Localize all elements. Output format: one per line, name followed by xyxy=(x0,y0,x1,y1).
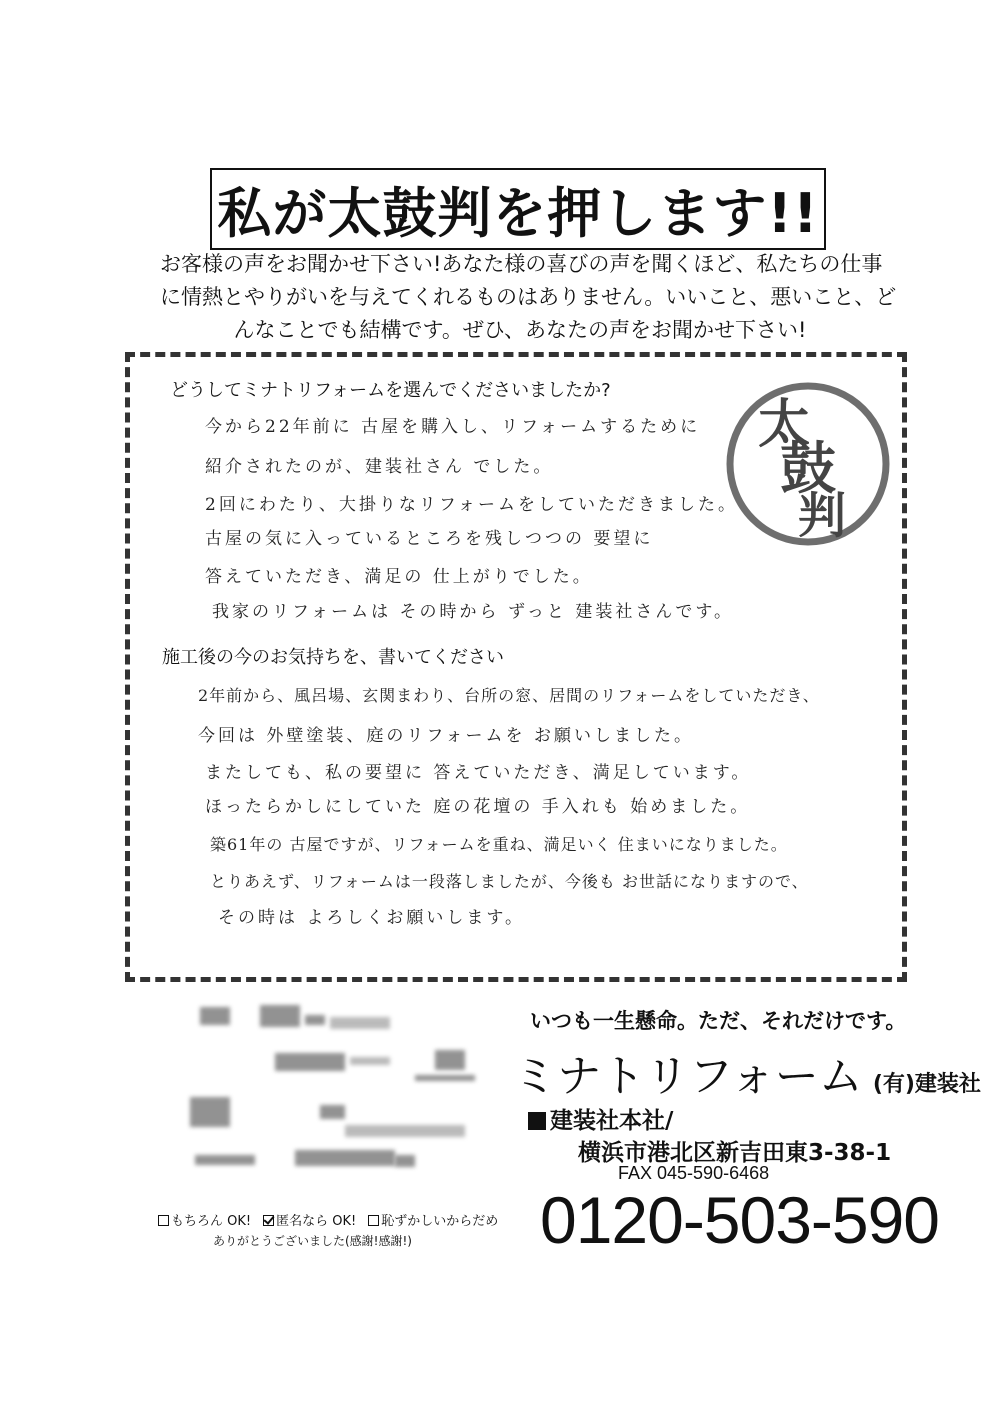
company-motto: いつも一生懸命。ただ、それだけです。 xyxy=(530,1009,907,1033)
consent-option[interactable]: 恥ずかしいからだめ xyxy=(368,1210,498,1229)
phone-number: 0120-503-590 xyxy=(540,1183,940,1257)
hq-address: 横浜市港北区新吉田東3-38-1 xyxy=(578,1140,892,1166)
answer-2-line: ほったらかしにしていた 庭の花壇の 手入れも 始めました。 xyxy=(205,797,751,817)
checked-checkbox-icon[interactable] xyxy=(263,1215,274,1226)
intro-text xyxy=(160,248,897,347)
fax-number: FAX 045-590-6468 xyxy=(618,1163,770,1183)
answer-2-line: その時は よろしくお願いします。 xyxy=(218,908,526,928)
answer-2-line: 今回は 外壁塗装、庭のリフォームを お願いしました。 xyxy=(198,726,694,746)
thanks-text: ありがとうございました(感謝!感謝!) xyxy=(213,1234,412,1248)
publish-consent xyxy=(158,1210,498,1229)
stamp-char: 太 xyxy=(757,395,811,455)
company-type: (有)建装社 xyxy=(872,1072,981,1097)
answer-1-line: 2回にわたり、大掛りなリフォームをしていただきました。 xyxy=(205,495,738,515)
checkbox-icon[interactable] xyxy=(158,1215,169,1226)
answer-1-line: 答えていただき、満足の 仕上がりでした。 xyxy=(205,567,593,587)
answer-2-line: 築61年の 古屋ですが、リフォームを重ね、満足いく 住まいになりました。 xyxy=(210,835,788,854)
page-title: 私が太鼓判を押します!! xyxy=(217,181,819,245)
consent-option[interactable]: もちろん OK! xyxy=(158,1210,251,1229)
consent-option[interactable]: 匿名なら OK! xyxy=(263,1210,356,1229)
question-2: 施工後の今のお気持ちを、書いてください xyxy=(162,647,504,668)
intro-line: お客様の声をお聞かせ下さい!あなた様の喜びの声を聞くほど、私たちの仕事 xyxy=(160,252,883,276)
redacted-customer-info xyxy=(190,1005,490,1175)
answer-1-line: 紹介されたのが、建装社さん でした。 xyxy=(205,457,554,477)
company-logo xyxy=(513,1040,981,1104)
answer-2-line: 2年前から、風呂場、玄関まわり、台所の窓、居間のリフォームをしていただき、 xyxy=(198,686,820,705)
hq-label-text: 建装社本社/ xyxy=(550,1108,674,1134)
hq-label xyxy=(528,1102,673,1135)
intro-line: んなことでも結構です。ぜひ、あなたの声をお聞かせ下さい! xyxy=(233,318,807,342)
answer-1-line: 今から22年前に 古屋を購入し、リフォームするために xyxy=(205,417,701,437)
intro-line: に情熱とやりがいを与えてくれるものはありません。いいこと、悪いこと、ど xyxy=(160,285,897,309)
answer-1-line: 古屋の気に入っているところを残しつつの 要望に xyxy=(205,529,654,549)
answer-1-line: 我家のリフォームは その時から ずっと 建装社さんです。 xyxy=(212,602,734,622)
square-bullet-icon xyxy=(528,1112,546,1130)
title-box xyxy=(210,168,826,250)
answer-2-line: またしても、私の要望に 答えていただき、満足しています。 xyxy=(205,763,752,783)
taikoban-stamp xyxy=(724,380,892,548)
question-1: どうしてミナトリフォームを選んでくださいましたか? xyxy=(170,380,611,401)
checkbox-icon[interactable] xyxy=(368,1215,379,1226)
stamp-char: 判 xyxy=(797,488,847,544)
company-name: ミナトリフォーム xyxy=(513,1051,863,1102)
answer-2-line: とりあえず、リフォームは一段落しましたが、今後も お世話になりますので、 xyxy=(210,872,809,891)
stamp-char: 鼓 xyxy=(780,437,836,502)
